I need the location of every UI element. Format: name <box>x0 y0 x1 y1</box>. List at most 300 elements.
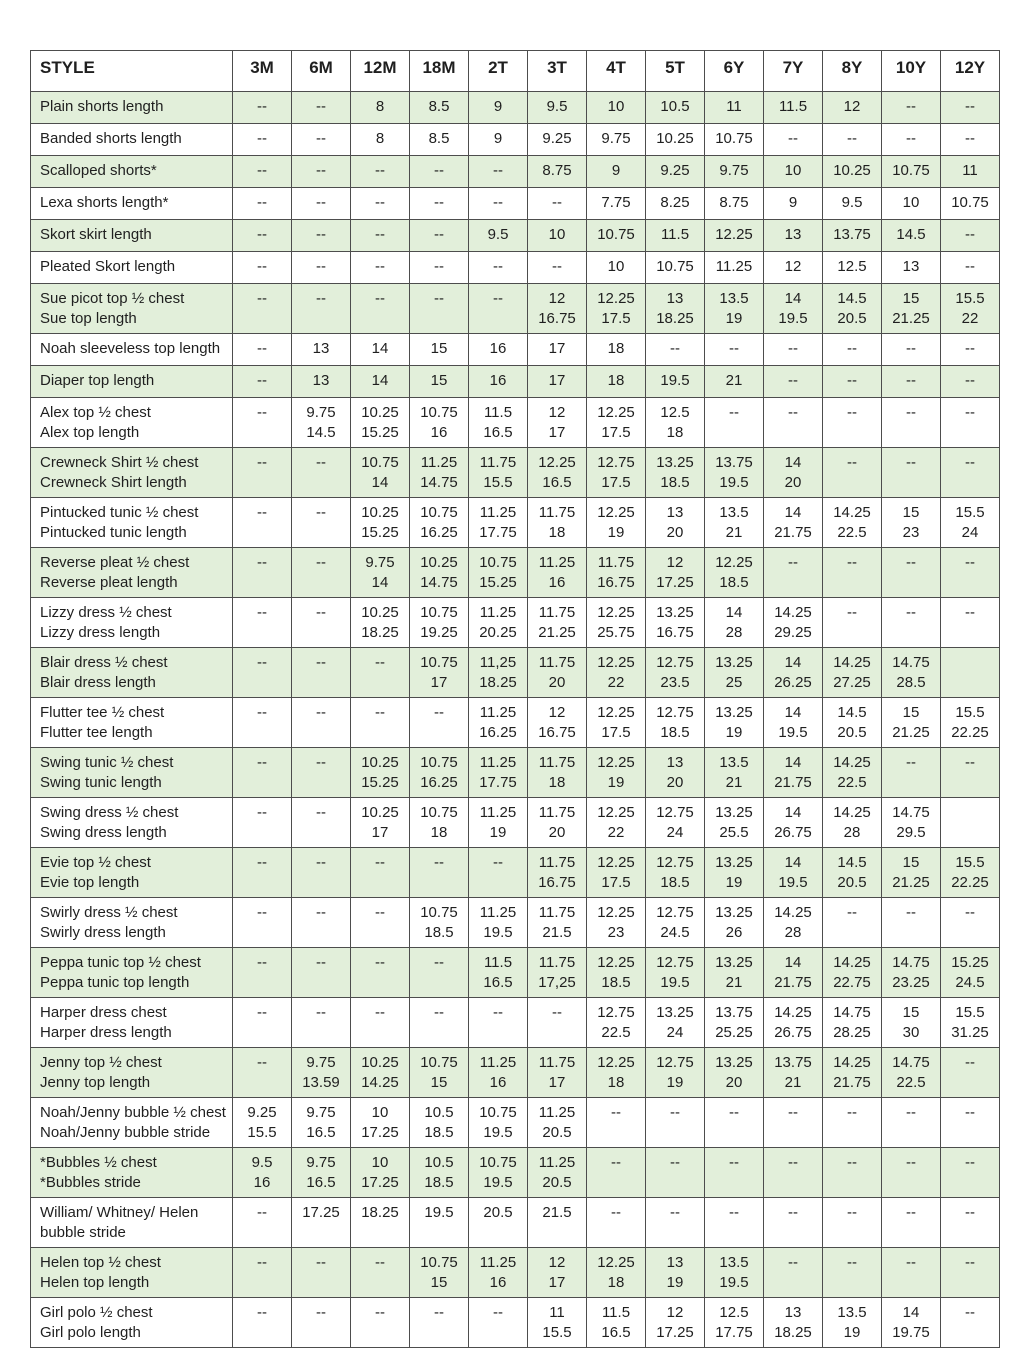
size-value-cell <box>587 1048 646 1098</box>
size-value-cell <box>882 898 941 948</box>
size-value-cell <box>233 598 292 648</box>
size-value-cell <box>941 998 1000 1048</box>
size-value-line: 10.75 <box>420 1254 458 1271</box>
size-value-line: 14 <box>784 804 802 821</box>
size-value-line: 24 <box>961 523 979 541</box>
size-value-cell <box>292 334 351 366</box>
size-value-line: 20 <box>725 1073 743 1091</box>
size-value-line: -- <box>316 704 326 721</box>
size-value-cell <box>233 1098 292 1148</box>
size-value-line: 19 <box>607 523 625 541</box>
size-value-cell <box>410 124 469 156</box>
size-value-line: -- <box>434 290 444 307</box>
size-value-cell <box>469 798 528 848</box>
size-value-cell <box>764 748 823 798</box>
size-value-line: 15.25 <box>361 773 399 791</box>
size-value-line: -- <box>729 404 739 421</box>
size-value-line: 13.25 <box>715 704 753 721</box>
size-value-cell <box>351 1048 410 1098</box>
size-value-line: 17.25 <box>361 1173 399 1191</box>
size-value-cell <box>410 748 469 798</box>
size-value-line: 21.75 <box>774 523 812 541</box>
size-value-cell <box>587 1198 646 1248</box>
size-value-line: 11.25 <box>479 904 517 921</box>
size-value-line: 11.75 <box>538 754 576 771</box>
size-value-cell <box>882 1048 941 1098</box>
size-value-cell <box>646 1248 705 1298</box>
size-value-cell <box>941 284 1000 334</box>
size-value-cell <box>882 334 941 366</box>
size-value-line: 14 <box>371 372 389 389</box>
size-value-line: 26.75 <box>774 823 812 841</box>
size-value-line: 17 <box>548 372 566 389</box>
size-value-line: -- <box>847 340 857 357</box>
size-value-line: -- <box>316 554 326 571</box>
size-value-line: -- <box>965 226 975 243</box>
size-value-line: 15.5 <box>955 704 985 721</box>
size-value-cell <box>351 1098 410 1148</box>
size-value-line: 19.5 <box>660 973 690 991</box>
size-value-line: 18.25 <box>774 1323 812 1341</box>
size-value-cell <box>823 948 882 998</box>
size-value-cell <box>882 220 941 252</box>
size-value-cell <box>587 748 646 798</box>
size-value-cell <box>233 156 292 188</box>
size-value-line: -- <box>788 372 798 389</box>
size-value-cell <box>233 366 292 398</box>
size-value-line: 17.25 <box>302 1204 340 1221</box>
size-value-line: 11.25 <box>538 554 576 571</box>
size-value-cell <box>705 848 764 898</box>
size-value-cell <box>233 334 292 366</box>
size-value-line: 12 <box>548 404 566 421</box>
size-value-line: 24 <box>666 823 684 841</box>
size-value-cell <box>469 1198 528 1248</box>
size-value-line: 16.25 <box>420 773 458 791</box>
size-value-cell <box>646 748 705 798</box>
size-value-cell <box>941 1298 1000 1348</box>
size-value-cell <box>587 1098 646 1148</box>
table-row <box>31 92 1000 124</box>
size-chart-body <box>31 92 1000 1348</box>
size-value-line: -- <box>847 554 857 571</box>
size-value-cell <box>587 898 646 948</box>
size-value-line: 10.75 <box>479 1104 517 1121</box>
row-label <box>31 334 233 366</box>
size-value-line: 12 <box>548 1254 566 1271</box>
size-value-line: -- <box>611 1104 621 1121</box>
size-value-cell <box>292 748 351 798</box>
size-value-cell <box>528 124 587 156</box>
size-value-cell <box>587 124 646 156</box>
size-value-cell <box>351 92 410 124</box>
size-value-line: -- <box>316 1304 326 1321</box>
size-value-line: 13.5 <box>719 754 749 771</box>
size-value-line: -- <box>788 1254 798 1271</box>
table-row <box>31 220 1000 252</box>
size-value-line: 9.75 <box>365 554 395 571</box>
size-value-line: 13.59 <box>302 1073 340 1091</box>
size-value-cell <box>233 252 292 284</box>
size-value-line: 10.75 <box>597 226 635 243</box>
size-value-line: 24.5 <box>660 923 690 941</box>
size-value-line: 31.25 <box>951 1023 989 1041</box>
size-value-line: -- <box>729 1204 739 1221</box>
size-value-cell <box>705 498 764 548</box>
size-value-cell <box>587 252 646 284</box>
size-value-line: 20.5 <box>837 873 867 891</box>
size-value-line: 15 <box>430 1073 448 1091</box>
size-value-line: -- <box>434 704 444 721</box>
size-value-line: 10 <box>607 98 625 115</box>
row-label-line: Peppa tunic top ½ chest <box>40 954 201 971</box>
row-label-line: Pintucked tunic ½ chest <box>40 504 199 521</box>
size-value-line: 10.25 <box>361 754 399 771</box>
size-value-cell <box>351 220 410 252</box>
size-value-cell <box>646 998 705 1048</box>
size-value-line: 22.25 <box>951 873 989 891</box>
size-value-line: 18 <box>607 1073 625 1091</box>
size-value-line: 9.5 <box>546 98 568 115</box>
size-value-cell <box>469 948 528 998</box>
size-value-line: 12.25 <box>597 504 635 521</box>
size-value-cell <box>705 898 764 948</box>
table-row <box>31 798 1000 848</box>
size-value-line: 14 <box>784 754 802 771</box>
row-label-line: Jenny top ½ chest <box>40 1054 162 1071</box>
size-column-header: 12M <box>351 51 410 92</box>
size-value-cell <box>705 220 764 252</box>
size-value-cell <box>469 548 528 598</box>
size-value-cell <box>469 1248 528 1298</box>
size-value-line: -- <box>257 372 267 389</box>
size-value-cell <box>528 1098 587 1148</box>
row-label <box>31 498 233 548</box>
size-value-line: -- <box>375 258 385 275</box>
size-value-line: 14 <box>902 1304 920 1321</box>
size-value-line: 10.5 <box>424 1104 454 1121</box>
size-value-cell <box>764 1298 823 1348</box>
size-value-line: -- <box>316 290 326 307</box>
size-value-line: 30 <box>902 1023 920 1041</box>
size-value-line: 13.25 <box>656 604 694 621</box>
size-value-cell <box>705 366 764 398</box>
size-value-line: 11 <box>962 162 978 179</box>
row-label <box>31 898 233 948</box>
size-value-line: 10.75 <box>715 130 753 147</box>
size-value-cell <box>705 448 764 498</box>
size-value-cell <box>882 948 941 998</box>
size-value-cell <box>823 366 882 398</box>
size-value-line: 11.5 <box>778 98 808 115</box>
size-value-line: 17.5 <box>601 473 631 491</box>
size-value-line: -- <box>729 340 739 357</box>
size-value-line: 14.75 <box>833 1004 871 1021</box>
size-value-line: 14 <box>784 290 802 307</box>
size-value-line: -- <box>906 1154 916 1171</box>
size-value-cell <box>823 124 882 156</box>
size-value-line: 20.5 <box>542 1123 572 1141</box>
size-value-cell <box>233 698 292 748</box>
size-value-line: 11.75 <box>538 904 576 921</box>
row-label-line: William/ Whitney/ Helen <box>40 1204 199 1221</box>
size-value-cell <box>410 1198 469 1248</box>
size-value-cell <box>646 1048 705 1098</box>
size-value-cell <box>528 848 587 898</box>
size-value-line: -- <box>965 372 975 389</box>
size-value-cell <box>646 698 705 748</box>
size-value-cell <box>941 124 1000 156</box>
size-value-line: -- <box>906 904 916 921</box>
size-value-cell <box>587 948 646 998</box>
size-value-line: 13 <box>312 340 330 357</box>
size-value-cell <box>233 748 292 798</box>
size-value-line: 13.75 <box>715 1004 753 1021</box>
size-value-line: 21.5 <box>542 1204 572 1221</box>
size-value-cell <box>233 284 292 334</box>
size-value-line: 28 <box>843 823 861 841</box>
size-value-line: 21.75 <box>833 1073 871 1091</box>
size-value-cell <box>587 366 646 398</box>
size-value-cell <box>823 798 882 848</box>
row-label-line: Lizzy dress ½ chest <box>40 604 172 621</box>
size-value-cell <box>351 848 410 898</box>
size-value-cell <box>587 998 646 1048</box>
size-value-cell <box>587 498 646 548</box>
row-label-line: Flutter tee length <box>40 723 153 741</box>
row-label-line: Girl polo ½ chest <box>40 1304 153 1321</box>
size-value-cell <box>469 156 528 188</box>
size-value-line: 10.75 <box>420 804 458 821</box>
size-value-line: 10.75 <box>420 654 458 671</box>
row-label-line: Swirly dress ½ chest <box>40 904 178 921</box>
size-value-line: 11.75 <box>538 604 576 621</box>
size-value-line: 10.25 <box>361 1054 399 1071</box>
size-value-cell <box>292 188 351 220</box>
size-value-line: -- <box>257 1204 267 1221</box>
size-value-line: 18 <box>607 1273 625 1291</box>
size-value-line: 22 <box>607 823 625 841</box>
size-value-line: 10.75 <box>420 504 458 521</box>
size-value-line: -- <box>847 1254 857 1271</box>
size-value-line: 14.25 <box>833 954 871 971</box>
row-label-line: Pintucked tunic length <box>40 523 187 541</box>
size-value-cell <box>469 748 528 798</box>
size-value-line: 7.75 <box>601 194 631 211</box>
size-value-line: -- <box>552 1004 562 1021</box>
size-value-cell <box>882 598 941 648</box>
size-value-line: -- <box>257 404 267 421</box>
size-value-line: 14 <box>371 573 389 591</box>
table-row <box>31 1098 1000 1148</box>
size-value-line: 11.75 <box>538 804 576 821</box>
size-value-cell <box>764 1048 823 1098</box>
size-value-line: 12.25 <box>597 754 635 771</box>
size-column-header: 3T <box>528 51 587 92</box>
size-value-cell <box>351 188 410 220</box>
row-label-line: Noah sleeveless top length <box>40 340 221 357</box>
size-value-cell <box>823 748 882 798</box>
row-label-line: Flutter tee ½ chest <box>40 704 165 721</box>
row-label-line: Plain shorts length <box>40 98 164 115</box>
size-value-line: 19 <box>725 723 743 741</box>
size-value-line: 22.25 <box>951 723 989 741</box>
table-row <box>31 998 1000 1048</box>
size-value-line: -- <box>729 1154 739 1171</box>
size-value-line: -- <box>965 258 975 275</box>
size-value-line: 15.25 <box>361 523 399 541</box>
size-value-line: -- <box>788 554 798 571</box>
size-value-line: -- <box>375 1304 385 1321</box>
size-value-cell <box>882 548 941 598</box>
row-label <box>31 1248 233 1298</box>
size-value-cell <box>882 366 941 398</box>
size-value-cell <box>823 898 882 948</box>
size-value-cell <box>705 748 764 798</box>
row-label-line: *Bubbles ½ chest <box>40 1154 157 1171</box>
size-value-cell <box>941 1198 1000 1248</box>
size-value-cell <box>941 748 1000 798</box>
size-value-line: -- <box>434 1304 444 1321</box>
size-value-line: 13.75 <box>774 1054 812 1071</box>
size-value-line: 17.25 <box>656 573 694 591</box>
size-value-line: -- <box>375 290 385 307</box>
size-value-line: -- <box>257 1304 267 1321</box>
size-value-line: 22.75 <box>833 973 871 991</box>
size-value-cell <box>469 598 528 648</box>
size-value-line: 15 <box>902 290 920 307</box>
size-value-cell <box>233 548 292 598</box>
size-value-cell <box>587 156 646 188</box>
size-value-cell <box>705 398 764 448</box>
size-value-cell <box>528 748 587 798</box>
size-value-cell <box>469 1298 528 1348</box>
size-value-line: 9.75 <box>306 1104 336 1121</box>
size-value-line: -- <box>257 1254 267 1271</box>
size-value-line: -- <box>847 454 857 471</box>
size-value-line: 13 <box>666 1254 684 1271</box>
size-value-cell <box>646 252 705 284</box>
size-value-line: 8 <box>375 98 385 115</box>
size-value-line: 12.25 <box>597 954 635 971</box>
size-value-line: 10.75 <box>479 1154 517 1171</box>
size-value-cell <box>823 848 882 898</box>
row-label <box>31 284 233 334</box>
size-value-line: 10.25 <box>420 554 458 571</box>
size-value-line: 11.75 <box>538 654 576 671</box>
size-value-line: 12 <box>784 258 802 275</box>
size-value-cell <box>587 648 646 698</box>
size-value-line: 20.5 <box>837 723 867 741</box>
table-row <box>31 498 1000 548</box>
size-value-cell <box>233 1148 292 1198</box>
size-value-cell <box>528 1198 587 1248</box>
size-value-line: 19 <box>607 773 625 791</box>
size-value-line: -- <box>257 454 267 471</box>
size-value-line: 8.25 <box>660 194 690 211</box>
row-label-line: Swing tunic ½ chest <box>40 754 174 771</box>
size-value-line: 12.75 <box>597 1004 635 1021</box>
size-value-cell <box>528 220 587 252</box>
size-value-cell <box>351 498 410 548</box>
size-value-line: 16 <box>548 573 566 591</box>
size-value-cell <box>823 598 882 648</box>
size-value-line: 20 <box>548 823 566 841</box>
size-value-line: 15 <box>430 372 448 389</box>
size-value-line: 9.25 <box>247 1104 277 1121</box>
row-label-line: Lexa shorts length* <box>40 194 169 211</box>
size-value-cell <box>233 1298 292 1348</box>
size-value-line: 21.25 <box>892 309 930 327</box>
size-value-cell <box>528 1048 587 1098</box>
size-value-line: 20 <box>548 673 566 691</box>
row-label <box>31 748 233 798</box>
size-value-line: 16.5 <box>306 1173 336 1191</box>
size-value-line: -- <box>670 1104 680 1121</box>
size-value-line: -- <box>788 130 798 147</box>
table-row <box>31 1198 1000 1248</box>
size-value-cell <box>351 448 410 498</box>
size-value-line: -- <box>434 226 444 243</box>
size-value-line: 18.5 <box>660 473 690 491</box>
size-value-cell <box>410 220 469 252</box>
row-label-line: Reverse pleat length <box>40 573 178 591</box>
size-value-line: 22.5 <box>837 773 867 791</box>
size-value-line: 10.75 <box>420 1054 458 1071</box>
size-value-line: 13.25 <box>715 854 753 871</box>
size-value-cell <box>646 898 705 948</box>
size-value-line: -- <box>257 290 267 307</box>
size-value-line: 17.5 <box>601 309 631 327</box>
size-value-line: -- <box>788 1104 798 1121</box>
size-value-cell <box>646 1298 705 1348</box>
size-value-line: -- <box>965 604 975 621</box>
size-value-cell <box>528 156 587 188</box>
size-value-line: -- <box>965 454 975 471</box>
size-value-line: 14.5 <box>306 423 336 441</box>
size-value-line: 12.25 <box>597 1054 635 1071</box>
size-value-line: 16 <box>430 423 448 441</box>
size-value-line: 12.75 <box>597 454 635 471</box>
size-value-line: 10.75 <box>420 754 458 771</box>
size-value-line: 11.25 <box>479 504 517 521</box>
size-value-line: 15 <box>902 1004 920 1021</box>
size-value-cell <box>705 698 764 748</box>
size-value-cell <box>233 948 292 998</box>
row-label <box>31 92 233 124</box>
size-value-cell <box>764 848 823 898</box>
size-value-line: 19.5 <box>778 309 808 327</box>
size-value-cell <box>823 448 882 498</box>
size-value-cell <box>646 1148 705 1198</box>
size-value-cell <box>410 498 469 548</box>
size-value-line: 24.5 <box>955 973 985 991</box>
size-value-line: -- <box>847 1204 857 1221</box>
size-value-line: -- <box>847 404 857 421</box>
size-value-cell <box>469 1048 528 1098</box>
size-value-line: -- <box>906 604 916 621</box>
size-value-cell <box>410 998 469 1048</box>
size-value-line: 19 <box>489 823 507 841</box>
size-value-cell <box>646 398 705 448</box>
size-value-cell <box>823 1298 882 1348</box>
size-value-cell <box>587 188 646 220</box>
size-value-cell <box>469 1148 528 1198</box>
size-value-cell <box>764 92 823 124</box>
size-value-line: -- <box>375 1004 385 1021</box>
size-value-cell <box>528 284 587 334</box>
size-value-line: 19 <box>666 1273 684 1291</box>
